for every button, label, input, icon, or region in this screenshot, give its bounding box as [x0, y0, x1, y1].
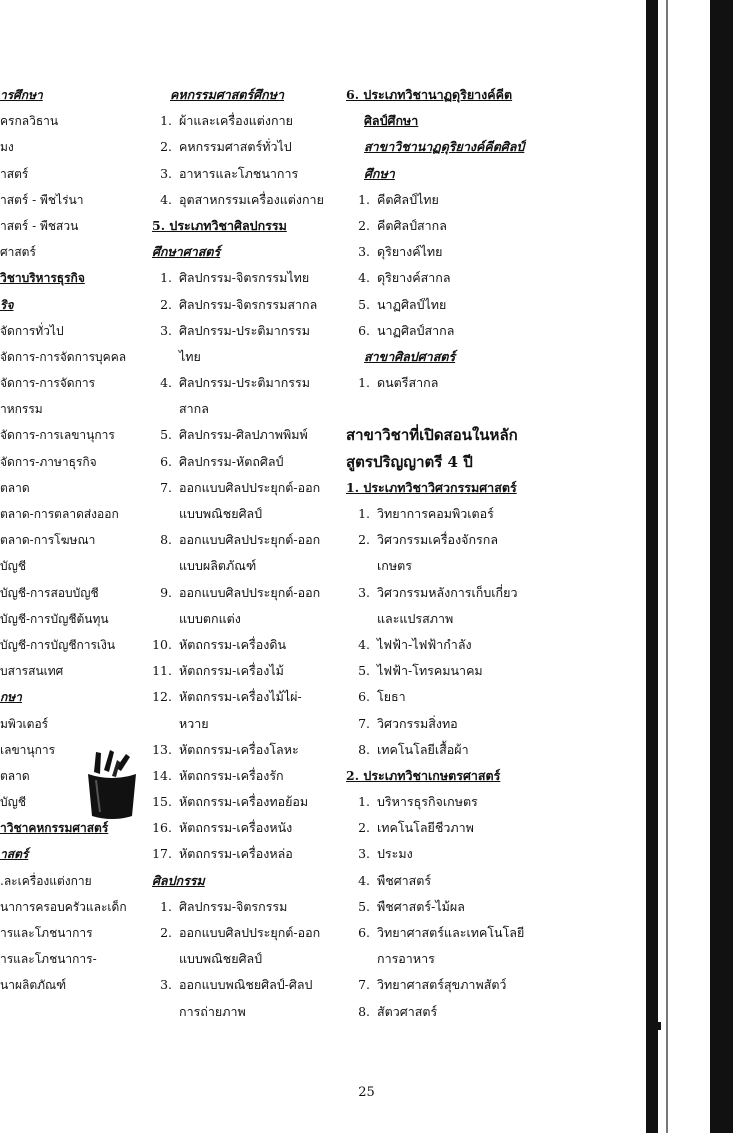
item-text: โยธา: [377, 689, 406, 705]
text-line: ตลาด: [0, 768, 30, 783]
section-heading: 1. ประเภทวิชาวิศวกรรมศาสตร์: [346, 479, 517, 495]
list-item: [152, 344, 342, 370]
list-item: [346, 318, 556, 344]
item-text: แบบตกแต่ง: [179, 610, 241, 626]
text-line: ตลาด-การตลาดส่งออก: [0, 507, 119, 521]
section-heading: าสตร์: [0, 847, 29, 862]
text-line: ศาสตร์: [0, 245, 36, 260]
item-number: 3.: [160, 977, 172, 993]
item-number: 1.: [160, 898, 172, 914]
item-text: ศิลปกรรม-ประติมากรรม: [179, 375, 310, 391]
list-item: [152, 684, 342, 710]
list-item: [152, 606, 342, 632]
list-item: [152, 972, 342, 998]
item-number: 1.: [160, 270, 172, 286]
item-text: คหกรรมศาสตร์ทั่วไป: [179, 139, 292, 155]
list-item: [152, 763, 342, 789]
section-heading: 6. ประเภทวิชานาฏดุริยางค์คีต: [346, 87, 513, 102]
item-number: 5.: [358, 898, 370, 914]
list-item: [346, 841, 556, 867]
item-text: หัตถกรรม-เครื่องไม้: [179, 663, 284, 679]
text-line: จัดการ-การจัดการบุคคล: [0, 349, 127, 364]
item-number: 1.: [358, 191, 370, 207]
section-heading: ารศึกษา: [0, 88, 43, 102]
item-text: วิทยาศาสตร์และเทคโนโลยี: [377, 925, 525, 940]
text-line: บสารสนเทศ: [0, 664, 64, 679]
item-text: วิทยาศาสตร์สุขภาพสัตว์: [377, 977, 507, 993]
section-heading: าวิชาคหกรรมศาสตร์: [0, 821, 109, 836]
list-item: [346, 920, 556, 946]
item-number: 3.: [358, 846, 370, 862]
item-text: สัตวศาสตร์: [377, 1003, 438, 1019]
text-line: ตลาด-การโฆษณา: [0, 533, 96, 548]
item-number: 1.: [358, 794, 370, 810]
list-item: [152, 580, 342, 606]
item-number: 4.: [160, 191, 172, 207]
item-number: 7.: [160, 479, 172, 495]
text-line: าสตร์ - พืชสวน: [0, 218, 79, 233]
text-line: มง: [0, 140, 14, 155]
section-heading: คหกรรมศาสตร์ศึกษา: [170, 87, 285, 102]
item-text: สากล: [179, 401, 209, 417]
item-number: 1.: [358, 506, 370, 521]
section-heading: สาขาศิลปศาสตร์: [364, 348, 456, 364]
text-line: าสตร์: [0, 166, 29, 181]
text-line: จัดการ-ภาษาธุรกิจ: [0, 454, 97, 469]
item-number: 6.: [358, 322, 370, 338]
list-item: [152, 370, 342, 396]
text-line: ารและโภชนาการ-: [0, 952, 97, 967]
middle-column: [152, 82, 342, 1025]
item-text: หัตถกรรม-เครื่องรัก: [179, 767, 284, 783]
item-text: วิศวกรรมสิ่งทอ: [377, 715, 458, 731]
text-line: [346, 396, 556, 422]
list-item: [346, 370, 556, 396]
item-number: 4.: [358, 636, 370, 652]
item-text: ไทย: [179, 348, 201, 364]
item-number: 3.: [160, 165, 172, 181]
binding-edge: [646, 0, 658, 1133]
item-number: 12.: [152, 689, 172, 705]
pencil-cup-icon: [86, 750, 138, 820]
text-line: บัญชี-การบัญชีการเงิน: [0, 637, 116, 652]
text-line: นาผลิตภัณฑ์: [0, 978, 67, 993]
item-number: 5.: [160, 427, 172, 443]
section-heading: ศึกษา: [364, 165, 395, 181]
section-heading: สาขาวิชานาฏดุริยางค์คีตศิลป์: [364, 139, 525, 155]
text-line: บัญชี-การสอบบัญชี: [0, 585, 99, 600]
list-item: [152, 553, 342, 579]
list-item: [346, 265, 556, 291]
list-item: [152, 946, 342, 972]
section-heading: 5. ประเภทวิชาศิลปกรรม: [152, 217, 287, 233]
list-item: [346, 580, 556, 606]
list-item: [346, 894, 556, 920]
item-text: แบบพณิชยศิลป์: [179, 951, 263, 967]
section-heading: กษา: [0, 690, 22, 705]
item-text: ประมง: [377, 846, 413, 862]
item-number: 7.: [358, 977, 370, 993]
item-number: 6.: [358, 689, 370, 705]
list-item: [346, 187, 556, 213]
list-item: [152, 134, 342, 160]
item-text: นาฏศิลป์สากล: [377, 322, 455, 338]
item-number: 6.: [160, 453, 172, 469]
item-number: 2.: [160, 296, 172, 312]
item-text: นาฏศิลป์ไทย: [377, 296, 447, 312]
item-text: หวาย: [179, 715, 209, 731]
item-text: บริหารธุรกิจเกษตร: [377, 794, 478, 810]
item-text: หัตถกรรม-เครื่องโลหะ: [179, 741, 299, 757]
list-item: [346, 606, 556, 632]
item-number: 3.: [358, 244, 370, 260]
list-item: [152, 318, 342, 344]
item-number: 3.: [358, 584, 370, 600]
list-item: [152, 475, 342, 501]
item-text: คีตศิลป์ไทย: [377, 191, 439, 207]
text-line: นาการครอบครัวและเด็ก: [0, 899, 127, 914]
item-number: 11.: [152, 663, 172, 679]
item-text: หัตถกรรม-เครื่องหนัง: [179, 820, 293, 836]
list-item: [152, 108, 342, 134]
text-line: ครกลวิธาน: [0, 114, 59, 129]
item-number: 2.: [160, 925, 172, 940]
section-heading: ศิลป์ศึกษา: [364, 113, 419, 129]
item-text: ดุริยางค์สากล: [377, 270, 451, 286]
list-item: [346, 658, 556, 684]
item-number: 6.: [358, 925, 370, 940]
item-text: อาหารและโภชนาการ: [179, 165, 299, 181]
list-item: [346, 711, 556, 737]
list-item: [346, 501, 556, 527]
list-item: [152, 632, 342, 658]
item-text: หัตถกรรม-เครื่องทอย้อม: [179, 794, 309, 810]
section-heading: วิชาบริหารธุรกิจ: [0, 271, 85, 286]
list-item: [152, 920, 342, 946]
item-text: ศิลปกรรม-ศิลปภาพพิมพ์: [179, 427, 308, 443]
item-text: พืชศาสตร์: [377, 872, 432, 888]
item-text: ดนตรีสากล: [377, 375, 439, 391]
text-line: จัดการ-การเลขานุการ: [0, 428, 115, 443]
text-line: าสตร์ - พืชไร่นา: [0, 192, 84, 207]
item-text: ศิลปกรรม-จิตรกรรม: [179, 898, 288, 914]
list-item: [152, 658, 342, 684]
item-text: ศิลปกรรม-หัตถศิลป์: [179, 453, 284, 469]
list-item: [152, 894, 342, 920]
list-item: [152, 501, 342, 527]
list-item: [346, 632, 556, 658]
list-item: [152, 815, 342, 841]
list-item: [346, 946, 556, 972]
item-text: ไฟฟ้า-ไฟฟ้ากำลัง: [377, 636, 472, 652]
scan-speck: [658, 1022, 661, 1030]
list-item: [152, 841, 342, 867]
item-number: 8.: [160, 532, 172, 548]
text-line: ตลาด: [0, 480, 30, 495]
list-item: [152, 737, 342, 763]
page-number: 25: [358, 1085, 375, 1100]
text-line: เลขานุการ: [0, 742, 56, 757]
list-item: [346, 213, 556, 239]
item-number: 2.: [358, 217, 370, 233]
text-line: บัญชี: [0, 559, 26, 574]
list-item: [152, 711, 342, 737]
list-item: [152, 789, 342, 815]
item-text: หัตถกรรม-เครื่องหล่อ: [179, 846, 293, 862]
item-text: ศิลปกรรม-ประติมากรรม: [179, 322, 310, 338]
list-item: [346, 815, 556, 841]
item-number: 8.: [358, 741, 370, 757]
text-line: .ละเครื่องแต่งกาย: [0, 873, 92, 888]
list-item: [152, 422, 342, 448]
list-item: [346, 999, 556, 1025]
item-number: 14.: [152, 767, 172, 783]
item-number: 1.: [358, 375, 370, 391]
item-number: 2.: [358, 820, 370, 836]
section-heading: ศิลปกรรม: [152, 872, 205, 888]
item-number: 4.: [358, 872, 370, 888]
item-text: และแปรสภาพ: [377, 610, 454, 626]
item-number: 16.: [152, 820, 172, 836]
item-text: วิทยาการคอมพิวเตอร์: [377, 506, 494, 521]
list-item: [346, 527, 556, 553]
list-item: [346, 789, 556, 815]
item-text: เกษตร: [377, 558, 412, 574]
text-line: าหกรรม: [0, 402, 43, 417]
item-number: 2.: [160, 139, 172, 155]
section-heading: 2. ประเภทวิชาเกษตรศาสตร์: [346, 767, 501, 783]
item-number: 13.: [152, 741, 172, 757]
item-number: 4.: [358, 270, 370, 286]
list-item: [152, 449, 342, 475]
text-line: บัญชี: [0, 795, 26, 810]
item-text: วิศวกรรมหลังการเก็บเกี่ยว: [377, 584, 518, 600]
text-line: จัดการ-การจัดการ: [0, 376, 96, 391]
item-text: ไฟฟ้า-โทรคมนาคม: [377, 663, 483, 679]
page-edge-line: [666, 0, 668, 1133]
section-heading: ริจ: [0, 297, 14, 312]
item-text: การถ่ายภาพ: [179, 1003, 246, 1019]
list-item: [152, 265, 342, 291]
item-text: ดุริยางค์ไทย: [377, 244, 443, 260]
item-number: 17.: [152, 846, 172, 862]
item-number: 7.: [358, 715, 370, 731]
item-text: เทคโนโลยีเสื้อผ้า: [377, 741, 469, 757]
right-column: [346, 82, 556, 1025]
section-heading: สูตรปริญญาตรี 4 ปี: [346, 452, 473, 471]
list-item: [346, 292, 556, 318]
item-text: พืชศาสตร์-ไม้ผล: [377, 898, 465, 914]
item-text: เทคโนโลยีชีวภาพ: [377, 820, 474, 836]
list-item: [346, 553, 556, 579]
list-item: [346, 684, 556, 710]
list-item: [152, 187, 342, 213]
list-item: [346, 972, 556, 998]
item-number: 5.: [358, 663, 370, 679]
item-text: ศิลปกรรม-จิตรกรรมสากล: [179, 296, 318, 312]
item-number: 1.: [160, 113, 172, 129]
list-item: [152, 396, 342, 422]
item-text: หัตถกรรม-เครื่องไม้ไผ่-: [179, 689, 302, 705]
item-number: 9.: [160, 584, 172, 600]
item-number: 15.: [152, 794, 172, 810]
item-text: ศิลปกรรม-จิตรกรรมไทย: [179, 270, 310, 286]
section-heading: สาขาวิชาที่เปิดสอนในหลัก: [346, 426, 518, 445]
item-number: 5.: [358, 296, 370, 312]
binding-edge-outer: [710, 0, 733, 1133]
item-number: 10.: [152, 636, 172, 652]
item-text: แบบพณิชยศิลป์: [179, 506, 263, 521]
text-line: มพิวเตอร์: [0, 716, 49, 731]
item-text: ผ้าและเครื่องแต่งกาย: [179, 113, 293, 129]
item-text: หัตถกรรม-เครื่องดิน: [179, 636, 287, 652]
item-text: ออกแบบศิลปประยุกต์-ออก: [179, 479, 321, 495]
item-text: วิศวกรรมเครื่องจักรกล: [377, 532, 499, 548]
item-number: 3.: [160, 322, 172, 338]
item-text: ออกแบบศิลปประยุกต์-ออก: [179, 584, 321, 600]
text-line: บัญชี-การบัญชีต้นทุน: [0, 611, 109, 626]
list-item: [152, 292, 342, 318]
list-item: [346, 868, 556, 894]
item-text: ออกแบบศิลปประยุกต์-ออก: [179, 532, 321, 548]
item-text: แบบผลิตภัณฑ์: [179, 558, 257, 574]
list-item: [152, 999, 342, 1025]
list-item: [152, 527, 342, 553]
item-text: ออกแบบศิลปประยุกต์-ออก: [179, 925, 321, 940]
item-text: ออกแบบพณิชยศิลป์-ศิลป: [179, 977, 313, 993]
list-item: [346, 239, 556, 265]
item-number: 4.: [160, 375, 172, 391]
item-number: 8.: [358, 1003, 370, 1019]
list-item: [152, 161, 342, 187]
text-line: จัดการทั่วไป: [0, 323, 64, 338]
left-column: [0, 82, 150, 999]
item-text: คีตศิลป์สากล: [377, 217, 447, 233]
section-heading: ศึกษาศาสตร์: [152, 244, 221, 260]
item-text: อุตสาหกรรมเครื่องแต่งกาย: [179, 191, 324, 207]
item-number: 2.: [358, 532, 370, 548]
item-text: การอาหาร: [377, 951, 435, 967]
list-item: [346, 737, 556, 763]
text-line: ารและโภชนาการ: [0, 926, 93, 940]
